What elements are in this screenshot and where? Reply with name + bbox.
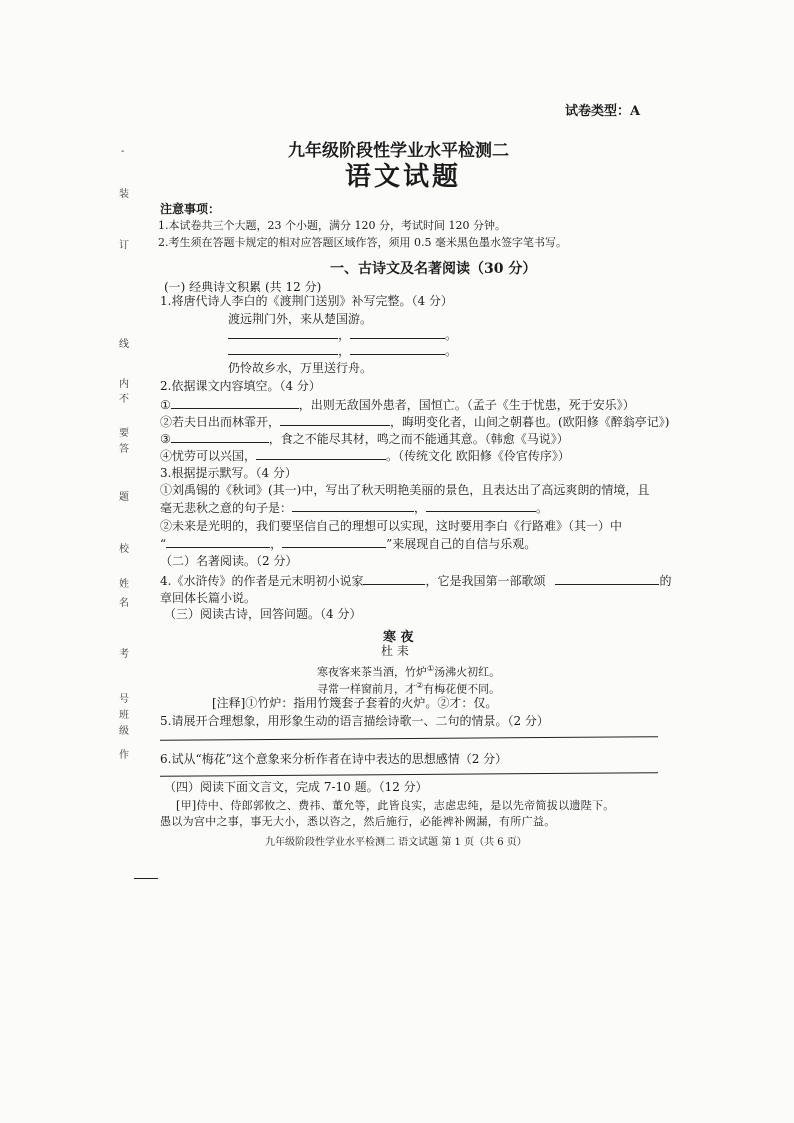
margin-mark: 装 [119,189,129,200]
part-heading: （二）名著阅读。（2 分） [160,554,298,568]
poem-line: 有梅花便不同。 [423,682,501,696]
answer-blank[interactable] [228,326,338,339]
question-text: ①刘禹锡的《秋词》(其一)中，写出了秋天明艳美丽的景色，且表达出了高远爽朗的情境，且 [160,483,650,497]
fill-text: 。（传统文化 欧阳修《伶官传序》） [386,449,570,463]
question-text: ，它是我国第一部歌颂 [425,574,546,588]
answer-blank[interactable] [171,430,269,443]
poem-line: 寒夜客来茶当酒，竹炉 [317,665,427,679]
answer-blank[interactable] [166,535,270,548]
poem-title: 寒 夜 [383,630,414,645]
answer-blank[interactable] [280,413,390,426]
notes-heading: 注意事项： [160,202,221,216]
question-stem: 1.将唐代诗人李白的《渡荆门送别》补写完整。（4 分） [160,294,453,308]
answer-blank[interactable] [256,447,386,460]
answer-blank[interactable] [171,396,299,409]
item-marker: ① [160,398,171,412]
question-text: 6.试从“梅花”这个意象来分析作者在诗中表达的思想感情（2 分） [160,752,508,766]
item-marker: ③ [160,432,171,446]
classical-text: [甲]侍中、侍郎郭攸之、费祎、董允等，此皆良实，志虑忠纯，是以先帝简拔以遗陛下。 [176,799,615,812]
question-text: ”来展现自己的自信与乐观。 [386,537,537,551]
answer-blank[interactable] [426,499,536,512]
answer-line[interactable] [160,772,658,776]
part-heading: (一) 经典诗文积累 (共 12 分) [164,280,322,294]
poem-line: 渡远荆门外，来从楚国游。 [228,312,373,326]
page-footer: 九年级阶段性学业水平检测二 语文试题 第 1 页（共 6 页） [265,837,527,848]
punctuation: ， [338,344,351,358]
question-text: 4.《水浒传》的作者是元末明初小说家 [160,574,364,588]
poem-line: 仍怜故乡水，万里送行舟。 [228,361,373,375]
note-item: 2.考生须在答题卡规定的相对应答题区域作答，须用 0.5 毫米黑色墨水签字笔书写。 [158,236,567,249]
poem-author: 杜 耒 [381,644,409,658]
margin-mark: 名 [119,598,129,609]
punctuation: 。 [445,344,458,358]
answer-line[interactable] [160,736,658,740]
margin-mark: 题 [119,492,129,503]
punctuation: ， [270,537,283,551]
punctuation: 。 [445,328,458,342]
margin-mark: 要 [119,428,129,439]
poem-line: 汤沸火初红。 [434,665,501,679]
margin-mark: 订 [119,240,129,251]
question-text: 的 [659,574,672,588]
footnote-mark: ① [427,664,435,673]
answer-blank[interactable] [350,326,445,339]
classical-text: 愚以为宫中之事，事无大小，悉以咨之，然后施行，必能裨补阙漏，有所广益。 [160,815,556,828]
margin-dash [134,878,158,879]
margin-mark: 考 [119,649,129,660]
fill-text: ，出则无敌国外患者，国恒亡。（孟子《生于忧患，死于安乐》） [298,398,635,412]
punctuation: ， [338,328,351,342]
paper-type: 试卷类型：A [565,104,641,119]
punctuation: 。 [536,501,549,515]
poem-line: 寻常一样窗前月，才 [317,682,416,696]
question-text: 5.请展开合理想象，用形象生动的语言描绘诗歌一、二句的情景。（2 分） [160,714,549,728]
part-heading: （三）阅读古诗，回答问题。（4 分） [164,607,362,621]
annotation: [注释]①竹炉：指用竹篾套子套着的火炉。②才：仅。 [212,696,498,710]
margin-mark: 内 [119,379,129,390]
answer-blank[interactable] [363,572,425,585]
margin-mark: 作 [119,750,129,761]
note-item: 1.本试卷共三个大题，23 个小题，满分 120 分，考试时间 120 分钟。 [158,219,506,232]
margin-mark: 级 [119,726,129,737]
question-text: 毫无悲秋之意的句子是： [160,501,293,515]
answer-blank[interactable] [350,342,445,355]
punctuation: ， [414,501,427,515]
margin-mark: 姓 [119,579,129,590]
margin-mark: 号 [119,694,129,705]
section-title: 一、古诗文及名著阅读（30 分） [330,261,537,277]
punctuation: “ [160,537,167,551]
answer-blank[interactable] [282,535,386,548]
margin-mark: - [121,146,125,157]
question-stem: 3.根据提示默写。（4 分） [160,466,297,480]
margin-mark: 校 [119,544,129,555]
part-heading: （四）阅读下面文言文，完成 7-10 题。（12 分） [164,780,428,794]
margin-mark: 班 [119,710,129,721]
margin-mark: 不 [119,394,129,405]
answer-blank[interactable] [228,342,338,355]
question-text: ②未来是光明的，我们要坚信自己的理想可以实现，这时要用李白《行路难》（其一）中 [160,519,623,533]
footnote-mark: ② [416,681,424,690]
fill-text: ，晦明变化者，山间之朝暮也。(欧阳修《醉翁亭记》) [390,415,670,429]
fill-text: ②若夫日出而林霏开， [160,415,281,429]
question-stem: 2.依据课文内容填空。（4 分） [160,379,321,393]
answer-blank[interactable] [292,499,414,512]
margin-mark: 答 [119,444,129,455]
margin-mark: 线 [119,339,129,350]
fill-text: ④忧劳可以兴国， [160,449,257,463]
question-text: 章回体长篇小说。 [160,591,257,605]
answer-blank[interactable] [555,572,659,585]
page-title: 九年级阶段性学业水平检测二 [288,141,509,161]
fill-text: ，食之不能尽其材，鸣之而不能通其意。（韩愈《马说》） [268,432,569,446]
page-subtitle: 语文试题 [345,162,462,192]
